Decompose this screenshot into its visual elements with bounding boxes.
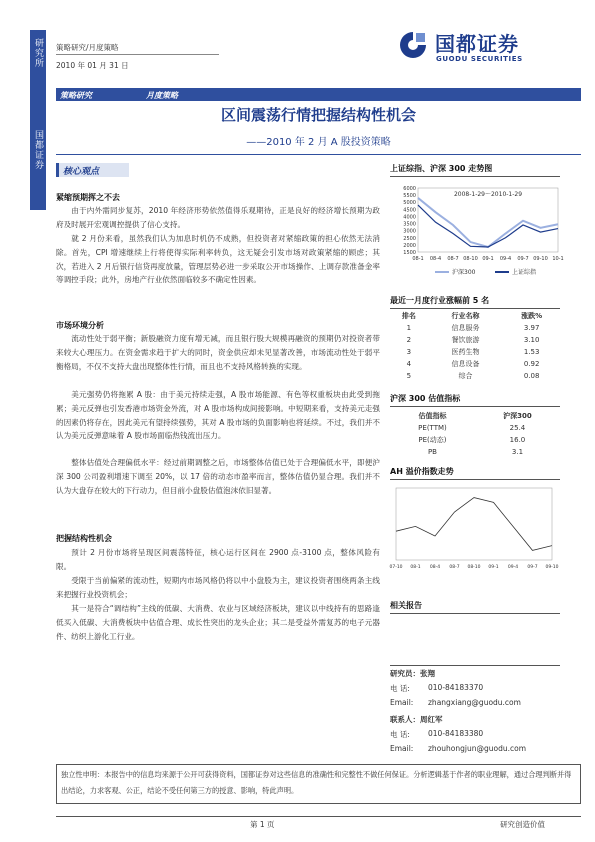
legend-label-2: 上证综指 xyxy=(512,269,537,276)
logo-english-name: GUODU SECURITIES xyxy=(436,55,523,63)
table-header-row xyxy=(390,410,560,422)
x-tick-label: 09-10 xyxy=(533,256,548,262)
contact-tel-line xyxy=(390,729,484,740)
contact-line: 联系人：周红军 xyxy=(390,715,443,724)
y-tick-label: 4500 xyxy=(403,207,416,214)
table-cell: 信息服务 xyxy=(451,324,480,332)
column-header: 估值指标 xyxy=(418,412,447,420)
paragraph-tightening-2: 就 2 月份来看，虽然我们认为加息时机仍不成熟，但投资者对紧缩政策的担心依然无法消除。首先，CPI 增速继续上行将使得实际利率转负，这无疑会引发市场对政策紧缩的顾虑；其次，若进入 2 月后银行信贷再度放量，管理层势必进一步采取公开市场操作、上调存款准备金率等调控手段；此外，房地产行业依然面临较多不确定性因素。 xyxy=(56,234,380,285)
side-tab-top-text: 研究所 xyxy=(33,38,43,68)
paragraph-structural-2: 受限于当前偏紧的流动性，短期内市场风格仍将以中小盘股为主，建议投资者围绕两条主线来把握行业投资机会； xyxy=(56,576,380,599)
contact-email-line xyxy=(390,744,526,754)
logo-chinese-name: 国都证券 xyxy=(435,32,519,56)
ah-x-tick-label: 09-1 xyxy=(488,565,499,570)
column-header: 涨跌% xyxy=(521,312,543,320)
table-cell: 2 xyxy=(406,336,412,344)
paragraph-market-2: 美元强势仍将拖累 A 股：由于美元持续走强，A 股市场能源、有色等权重板块由此受到拖累；美元反弹也引发香港市场资金外流，对 A 股市场构成间接影响。中短期来看，支持美元走强的因素仍将存在，因此美元有望持续强势，其对 A 股市场的负面影响也将延续。不过，我们并不认为美元反弹意味着 A 股市场面临热钱流出压力。 xyxy=(56,390,380,441)
table-cell: 餐饮旅游 xyxy=(451,336,480,344)
column-header: 排名 xyxy=(401,312,416,320)
x-tick-label: 08-10 xyxy=(463,256,478,262)
paragraph-market-1: 流动性处于弱平衡；新股融资力度有增无减，而且银行股大规模再融资的预期仍对投资者带来较大心理压力。在资金需求趋于扩大的同时，资金供应却未见显著改善，市场流动性处于弱平衡格局，不仅不支持大盘出现整体性行情，而且也不支持风格转换的实现。 xyxy=(56,334,380,371)
table-cell: 3 xyxy=(406,348,412,356)
chart-heading-rule xyxy=(390,176,560,177)
category-left: 策略研究 xyxy=(60,91,92,100)
paragraph-structural-3: 其一是符合“调结构”主线的低碳、大消费、农业与区域经济板块，建议以中线持有的思路逢低买入低碳、大消费板块中估值合理、成长性突出的龙头企业；其二是受益外需复苏的电子元器件、纺织上游化工行业。 xyxy=(56,604,380,641)
table-row xyxy=(390,358,560,370)
contacts-rule xyxy=(390,665,560,666)
table-cell: 3.10 xyxy=(523,336,540,344)
table-cell: 1 xyxy=(406,324,412,332)
header-divider xyxy=(56,54,219,55)
table-cell: 3.97 xyxy=(523,324,540,332)
y-tick-label: 3500 xyxy=(403,221,416,228)
contact-tel: 010-84183380 xyxy=(428,729,484,738)
core-view-tag xyxy=(56,163,129,177)
disclaimer-box: 独立性申明：本报告中的信息均来源于公开可获得资料，国都证券对这些信息的准确性和完整性不做任何保证。分析逻辑基于作者的职业理解，通过合理判断并得出结论，力求客观、公正，结论不受任何第三方的授意、影响，特此声明。 xyxy=(56,764,581,804)
y-tick-label: 1500 xyxy=(403,250,416,256)
table-row xyxy=(390,346,560,358)
related-reports-heading: 相关报告 xyxy=(390,601,422,610)
x-tick-label: 09-1 xyxy=(482,256,494,262)
ah-premium-chart xyxy=(390,482,570,574)
table-cell: PE(TTM) xyxy=(418,424,447,432)
page-number: 第 1 页 xyxy=(250,820,275,829)
legend-label-1: 沪深300 xyxy=(452,269,476,276)
series-line-1 xyxy=(418,198,558,247)
section-heading-tightening: 紧缩预期挥之不去 xyxy=(56,193,120,202)
y-tick-label: 4000 xyxy=(403,214,416,221)
y-tick-label: 5500 xyxy=(403,193,416,200)
side-tab xyxy=(30,30,46,210)
paragraph-structural-1: 预计 2 月份市场将呈现区间震荡特征，核心运行区间在 2900 点-3100 点，整体风险有限。 xyxy=(56,548,380,571)
x-tick-label: 09-7 xyxy=(517,256,529,262)
ah-x-tick-label: 07-10 xyxy=(389,565,403,570)
tel-label: 电 话: xyxy=(390,684,410,693)
index-trend-chart xyxy=(390,180,570,280)
x-tick-label: 10-1 xyxy=(552,256,564,262)
ah-x-tick-label: 09-10 xyxy=(545,565,559,570)
y-tick-label: 5000 xyxy=(403,200,416,207)
table-row xyxy=(390,434,560,446)
report-type: 策略研究/月度策略 xyxy=(56,43,119,52)
researcher-email-line xyxy=(390,698,521,707)
table-cell: PB xyxy=(427,448,437,456)
researcher-role: 研究员 xyxy=(390,669,413,678)
table-cell: 3.1 xyxy=(511,448,524,456)
contact-email[interactable]: zhouhongjun@guodu.com xyxy=(428,744,526,753)
valuation-table xyxy=(390,410,560,458)
category-right: 月度策略 xyxy=(146,91,178,100)
tel-label: 电 话: xyxy=(390,730,410,739)
ah-x-tick-label: 08-4 xyxy=(429,565,441,570)
footer-rule xyxy=(56,816,581,817)
researcher-tel-line xyxy=(390,683,484,694)
y-tick-label: 3000 xyxy=(403,228,416,235)
category-bar xyxy=(56,89,581,101)
table-cell: 综合 xyxy=(458,372,473,380)
section-heading-market: 市场环境分析 xyxy=(56,321,104,330)
x-tick-label: 08-1 xyxy=(412,256,424,262)
researcher-name: 张翔 xyxy=(420,669,435,678)
y-tick-label: 2000 xyxy=(403,242,416,249)
table-cell: 25.4 xyxy=(509,424,526,432)
valuation-table-heading: 沪深 300 估值指标 xyxy=(390,394,461,403)
index-chart-heading: 上证综指、沪深 300 走势图 xyxy=(390,164,493,173)
company-logo-icon xyxy=(398,30,428,60)
contact-name: 周红军 xyxy=(420,715,443,724)
contact-role: 联系人 xyxy=(390,715,413,724)
table-row xyxy=(390,446,560,458)
industry-rule xyxy=(390,308,560,309)
side-tab-bottom-text: 国都证券 xyxy=(33,130,43,170)
paragraph-tightening-1: 由于内外需同步复苏，2010 年经济形势依然值得乐观期待，正是良好的经济增长预期为政府及时展开宏观调控提供了信心支持。 xyxy=(56,206,380,229)
table-cell: PE(动态) xyxy=(418,436,447,444)
ah-x-tick-label: 08-7 xyxy=(449,565,460,570)
ah-rule xyxy=(390,479,560,480)
x-tick-label: 09-4 xyxy=(499,256,512,262)
email-label: Email: xyxy=(390,698,414,707)
ah-x-tick-label: 08-1 xyxy=(410,565,421,570)
researcher-line: 研究员：张翔 xyxy=(390,669,435,678)
y-tick-label: 2500 xyxy=(403,235,416,242)
x-tick-label: 08-4 xyxy=(429,256,442,262)
table-cell: 16.0 xyxy=(509,436,526,444)
table-row xyxy=(390,334,560,346)
ah-x-tick-label: 09-7 xyxy=(527,565,538,570)
y-tick-label: 6000 xyxy=(403,186,416,192)
industry-table xyxy=(390,310,560,382)
ah-plot-frame xyxy=(396,488,552,560)
column-header: 沪深300 xyxy=(503,412,532,420)
section-heading-structural: 把握结构性机会 xyxy=(56,534,112,543)
table-cell: 0.08 xyxy=(523,372,540,380)
core-view-label: 核心观点 xyxy=(63,167,100,177)
report-date: 2010 年 01 月 31 日 xyxy=(56,61,129,70)
related-rule xyxy=(390,613,560,614)
title-rule xyxy=(56,154,581,155)
table-cell: 1.53 xyxy=(523,348,540,356)
table-cell: 信息设备 xyxy=(451,360,480,368)
report-subtitle: ——2010 年 2 月 A 股投资策略 xyxy=(246,137,391,148)
table-cell: 0.92 xyxy=(523,360,540,368)
ah-x-tick-label: 09-4 xyxy=(507,565,519,570)
report-title: 区间震荡行情把握结构性机会 xyxy=(220,106,416,124)
researcher-email[interactable]: zhangxiang@guodu.com xyxy=(428,698,521,707)
x-tick-label: 08-7 xyxy=(447,256,459,262)
table-header-row xyxy=(390,310,560,322)
email-label: Email: xyxy=(390,744,414,753)
ah-chart-heading: AH 溢价指数走势 xyxy=(390,467,454,476)
ah-x-tick-label: 08-10 xyxy=(467,565,481,570)
paragraph-market-3: 整体估值处合理偏低水平：经过前期调整之后，市场整体估值已处于合理偏低水平，即便沪深 300 公司盈利增速下调至 20%，以 17 倍的动态市盈率而言，整体估值仍显合理。我们并不认为大盘存在较大的下行动力，但目前小盘股估值泡沫依旧显著。 xyxy=(56,458,380,495)
researcher-tel: 010-84183370 xyxy=(428,683,484,692)
ah-series-line xyxy=(396,498,552,551)
valuation-rule xyxy=(390,406,560,407)
column-header: 行业名称 xyxy=(451,312,480,320)
table-cell: 4 xyxy=(406,360,412,368)
table-cell: 医药生物 xyxy=(451,348,480,356)
table-row xyxy=(390,422,560,434)
table-row xyxy=(390,322,560,334)
table-row xyxy=(390,370,560,382)
footer-slogan: 研究创造价值 xyxy=(500,820,545,829)
industry-table-heading: 最近一月度行业涨幅前 5 名 xyxy=(390,296,490,305)
chart-title: 2008-1-29～2010-1-29 xyxy=(453,191,523,198)
table-cell: 5 xyxy=(406,372,412,380)
